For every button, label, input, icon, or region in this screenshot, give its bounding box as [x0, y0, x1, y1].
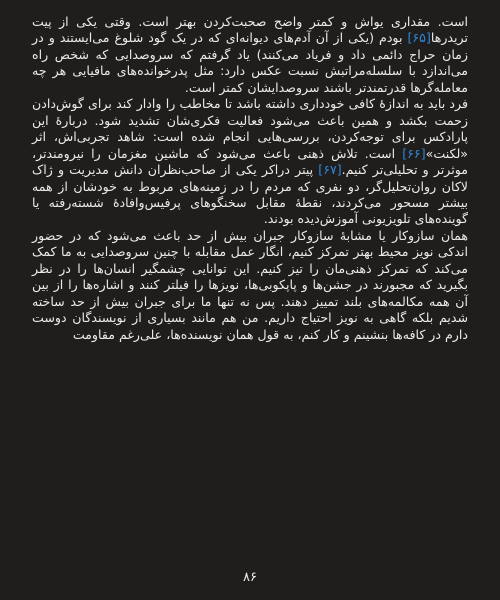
- body-text: [32, 14, 468, 343]
- paragraph-text: بودم (یکی از آن آدم‌های دیوانه‌ای که در یک گود شلوغ می‌ایستند و در زمان حراج دائمی داد و فریاد می‌کنند) یاد گرفتم که سروصدایی که شخص راه می‌اندازد با سلسله‌مراتبش نسبت عکس دارد: مثل پدرخوانده‌های مافیایی هر چه معامله‌گرها قدرتمندتر باشند سروصدایشان کمتر است.: [32, 30, 468, 95]
- footnote-ref[interactable]: [۶۷]: [318, 162, 342, 178]
- paragraph-3: [32, 228, 468, 342]
- paragraph-2: [32, 96, 468, 226]
- paragraph-text: است. مقداری یواش و کمتر واضح صحبت‌کردن بهتر است. وقتی یکی از پیت تریدرها: [32, 14, 468, 46]
- paragraph-text: پیتر دراکر یکی از صاحب‌نظران دانش مدیریت و ژاک لاکان روان‌تحلیل‌گر، دو نفری که مردم را در زمینه‌های مربوط به خودشان از همه بیشتر مسحور می‌کردند، نقطهٔ مقابل سخنگوهای پرفیس‌وافادهٔ شسته‌رفته یا گوینده‌های تلویزیونی آموزش‌دیده بودند.: [32, 162, 468, 227]
- page-number: ۸۶: [243, 570, 257, 585]
- paragraph-1: [32, 14, 468, 95]
- paragraph-text: همان سازوکار یا مشابهٔ سازوکار جبران بیش از حد باعث می‌شود که در حضور اندکی نویز محیط بهتر تمرکز کنیم، انگار عمل مقابله با چنین سروصدایی به ما کمک می‌کند که تمرکز ذهنی‌مان را تیز کنیم. این توانایی چشمگیر انسان‌ها را در نظر بگیرید که مجبورند در جشن‌ها و پاپکوبی‌ها، نویزها را فیلتر کنند و اشاره‌ها را از بین آن همه مکالمه‌های بلند تمییز دهند. پس نه تنها ما برای جبران بیش از حد ساخته شدیم بلکه گاهی به نویز احتیاج داریم. من هم مانند بسیاری از نویسندگان دوست دارم در کافه‌ها بنشینم و کار کنم، به قول همان نویسنده‌ها، علی‌رغم مقاومت: [32, 227, 468, 342]
- paragraph-text: است. تلاش ذهنی باعث می‌شود که ماشین مغزمان را نیرومندتر، موثرتر و تحلیلی‌تر کنیم.: [32, 145, 468, 178]
- paragraph-text: فرد باید به اندازهٔ کافی خودداری داشته باشد تا مخاطب را وادار کند برای گوش‌دادن زحمت بکشد و همین باعث می‌شود فعالیت فکری‌شان تشدید شود. دربارهٔ این پارادکس برای توجه‌کردن، بررسی‌هایی انجام شده است: شاهد تجربی‌اش، اثر «لکنت»: [32, 96, 468, 161]
- footnote-ref[interactable]: [۶۶]: [402, 145, 426, 161]
- footnote-ref[interactable]: [۶۵]: [407, 30, 431, 46]
